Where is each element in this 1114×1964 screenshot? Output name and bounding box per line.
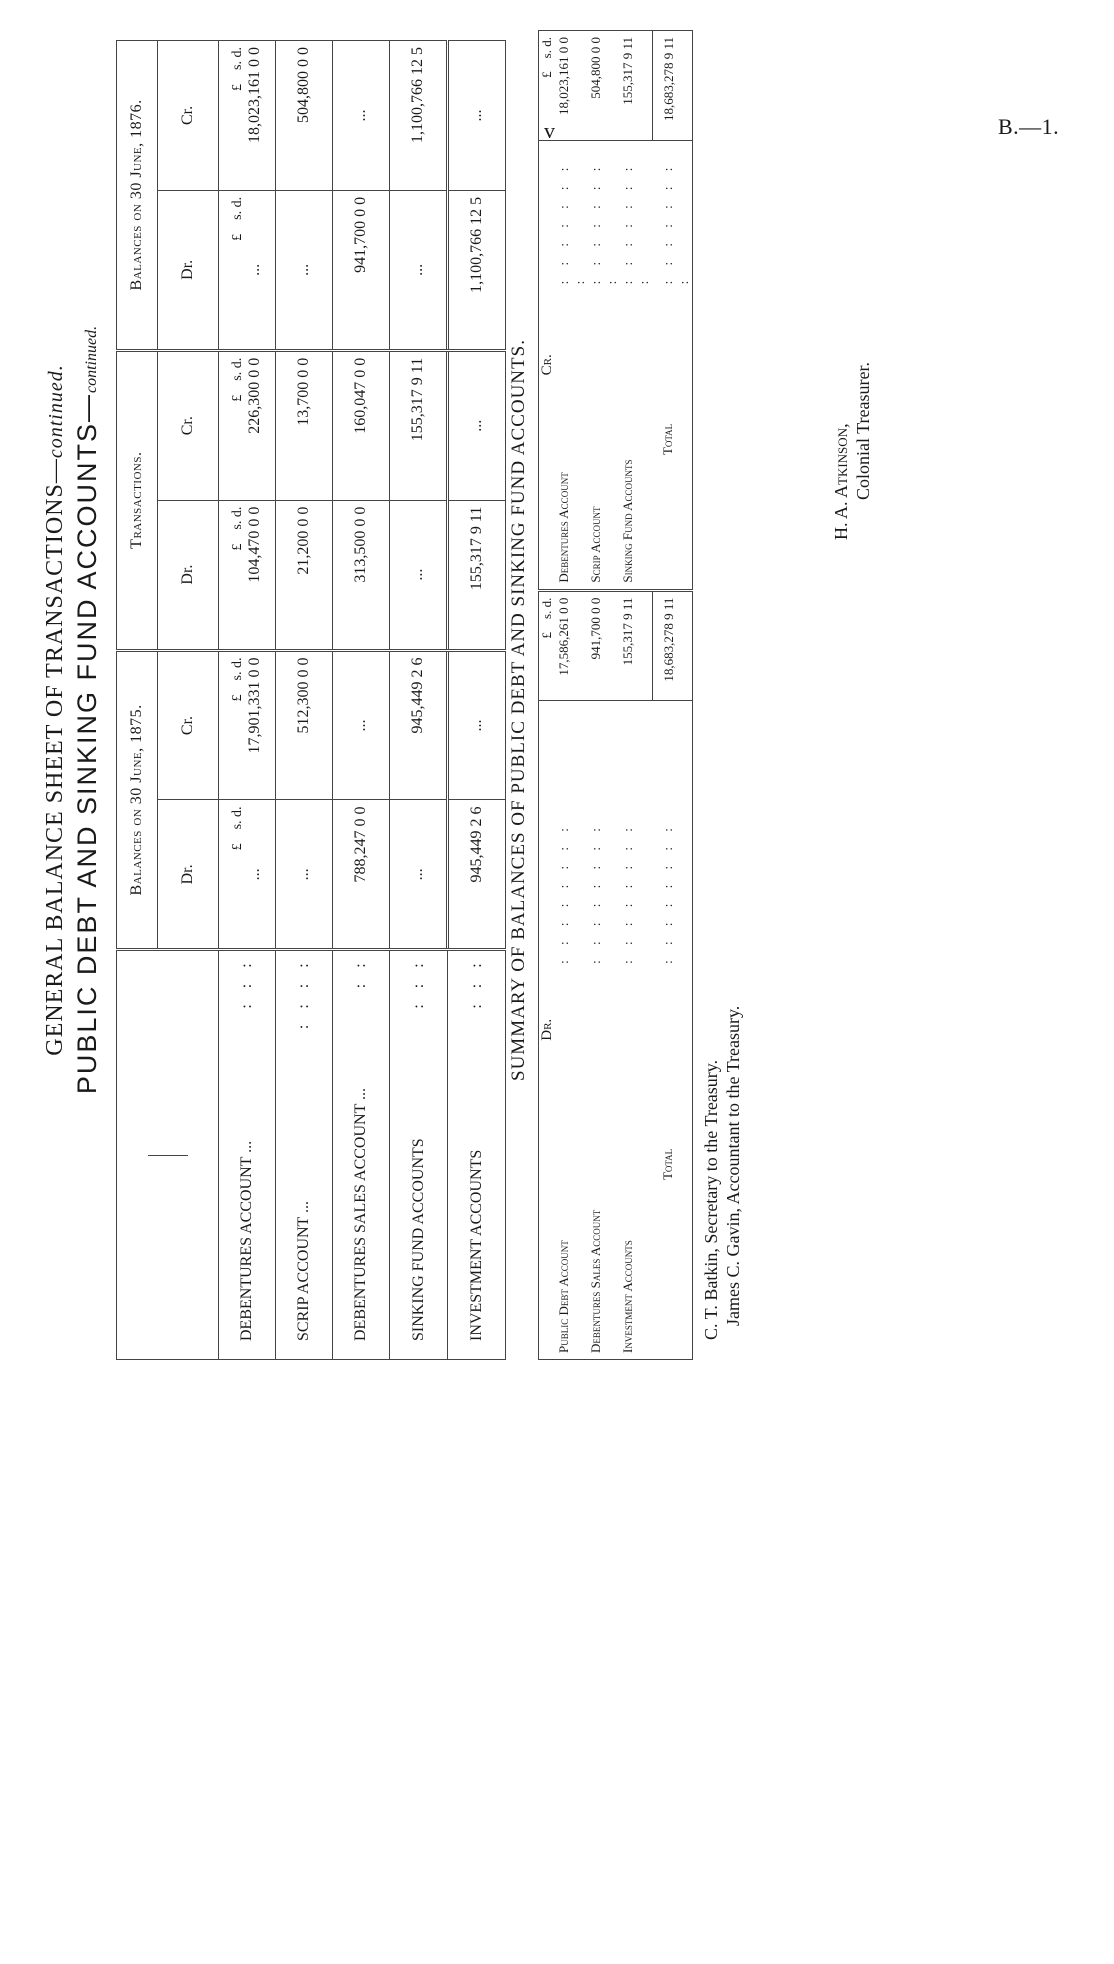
unit-labels	[230, 358, 246, 494]
cell-b75-cr	[219, 650, 276, 800]
balance-sheet-table	[116, 40, 506, 1360]
pound-unit: £	[539, 631, 554, 639]
table-row	[390, 41, 448, 1360]
row-label-text: INVESTMENT ACCOUNTS	[467, 1149, 485, 1341]
row-label	[219, 950, 276, 1360]
pound-unit: £	[539, 71, 554, 78]
dr-header: Dr.	[158, 500, 219, 650]
row-label-text: DEBENTURES ACCOUNT ...	[238, 1140, 255, 1341]
summary-dr-label: Public Debt Account	[556, 1240, 571, 1353]
dot-leader: : : : : : : : :	[660, 822, 675, 964]
heading-line-1-italic: continued.	[45, 364, 67, 459]
sd-unit: s. d.	[230, 657, 245, 681]
row-label	[390, 950, 448, 1360]
cell-b76-cr	[219, 41, 276, 191]
cell-b76-cr: 1,100,766 12 5	[390, 41, 448, 191]
cell-value: ...	[246, 868, 263, 881]
cell-b75-dr: ...	[390, 800, 448, 950]
signature-treasurer-name: H. A. Atkinson,	[831, 423, 851, 540]
sd-unit: s. d.	[230, 506, 245, 530]
summary-table	[538, 30, 693, 1360]
row-label	[276, 950, 333, 1360]
cell-b75-dr: 788,247 0 0	[333, 800, 390, 950]
row-label	[333, 950, 390, 1360]
heading-line-2	[72, 0, 103, 1420]
summary-dr-total: 18,683,278 9 11	[652, 590, 693, 700]
cell-t-cr: 155,317 9 11	[390, 350, 448, 500]
unit-labels	[230, 197, 246, 343]
sd-unit: s. d.	[230, 47, 245, 70]
summary-dr-header: Dr.	[539, 1018, 555, 1041]
dot-leader: : : : : : : : :	[660, 161, 691, 285]
group-balances-1876: Balances on 30 June, 1876.	[117, 41, 158, 351]
summary-cr-total-label: Total	[652, 290, 693, 590]
cell-t-dr: 155,317 9 11	[448, 500, 506, 650]
dot-leader: : : : : : : : :	[588, 161, 619, 285]
header-rule	[148, 1155, 188, 1156]
cell-t-cr: 160,047 0 0	[333, 350, 390, 500]
row-label-text: SCRIP ACCOUNT ...	[295, 1200, 312, 1341]
table-row	[276, 41, 333, 1360]
group-transactions: Transactions.	[117, 350, 158, 650]
summary-dr-unit	[539, 590, 557, 700]
pound-unit: £	[230, 543, 245, 551]
sd-unit: s. d.	[230, 357, 245, 381]
unit-labels	[230, 47, 246, 184]
cr-header: Cr.	[158, 41, 219, 191]
summary-dr-value: 155,317 9 11	[620, 590, 652, 700]
summary-cr-value: 504,800 0 0	[588, 31, 620, 141]
dot-leader: : : : : : : : :	[588, 822, 603, 964]
cell-value: 18,023,161 0 0	[246, 47, 263, 143]
cell-t-cr: ...	[448, 350, 506, 500]
cell-b76-dr: ...	[276, 190, 333, 350]
heading-line-2-italic: continued.	[83, 325, 100, 393]
group-balances-1875: Balances on 30 June, 1875.	[117, 650, 158, 950]
cell-b75-dr: ...	[276, 800, 333, 950]
signature-secretary: C. T. Batkin, Secretary to the Treasury.	[701, 1059, 721, 1340]
treasury-signatures	[700, 1006, 744, 1340]
row-label-header	[117, 950, 219, 1360]
cell-b75-dr: 945,449 2 6	[448, 800, 506, 950]
dot-leader: : : :	[409, 957, 427, 1009]
cell-value: ...	[246, 263, 263, 276]
cell-b75-cr: 945,449 2 6	[390, 650, 448, 800]
sd-unit: s. d.	[539, 597, 554, 619]
cell-b75-dr	[219, 800, 276, 950]
cr-header: Cr.	[158, 350, 219, 500]
cell-value: 104,470 0 0	[246, 506, 263, 583]
summary-row	[588, 31, 620, 1360]
pound-unit: £	[230, 233, 245, 241]
row-label	[448, 950, 506, 1360]
signature-accountant: James C. Gavin, Accountant to the Treasury.	[723, 1005, 743, 1326]
signature-treasurer-title: Colonial Treasurer.	[853, 362, 873, 500]
unit-labels	[230, 806, 246, 942]
group-header-row	[117, 41, 158, 1360]
dot-leader: : : : : : : : :	[620, 161, 651, 285]
dot-leader: : : :	[238, 957, 255, 1009]
heading-line-1-text: GENERAL BALANCE SHEET OF TRANSACTIONS—	[42, 458, 68, 1056]
rotated-balance-sheet	[40, 0, 1040, 1420]
cell-t-dr: 21,200 0 0	[276, 500, 333, 650]
cell-t-cr: 13,700 0 0	[276, 350, 333, 500]
heading-line-1	[42, 0, 69, 1420]
dr-header: Dr.	[158, 800, 219, 950]
cr-header: Cr.	[158, 650, 219, 800]
cell-b76-cr: ...	[333, 41, 390, 191]
sd-unit: s. d.	[230, 196, 245, 220]
document-reference: B.—1.	[998, 114, 1060, 139]
cell-b76-cr: ...	[448, 41, 506, 191]
summary-cr-header: Cr.	[539, 354, 555, 376]
summary-dr-label: Investment Accounts	[620, 1240, 635, 1353]
pound-unit: £	[230, 694, 245, 702]
cell-b75-cr: ...	[333, 650, 390, 800]
summary-dr-label: Debentures Sales Account	[588, 1209, 603, 1353]
cell-t-dr	[219, 500, 276, 650]
table-row	[219, 41, 276, 1360]
cell-value: 17,901,331 0 0	[246, 657, 263, 754]
row-label-text: DEBENTURES SALES ACCOUNT ...	[352, 1087, 369, 1341]
summary-cr-label: Sinking Fund Accounts	[620, 290, 652, 590]
dot-leader: : : :	[467, 957, 485, 1009]
summary-cr-label: Scrip Account	[588, 290, 620, 590]
dr-header: Dr.	[158, 190, 219, 350]
sd-unit: s. d.	[539, 37, 554, 59]
summary-cr-unit	[539, 31, 557, 141]
summary-header-row	[539, 31, 557, 1360]
cell-b76-dr: 1,100,766 12 5	[448, 190, 506, 350]
summary-row	[556, 31, 588, 1360]
cell-b75-cr: 512,300 0 0	[276, 650, 333, 800]
dot-leader: : : : : : : : :	[620, 822, 635, 964]
cell-b76-dr: 941,700 0 0	[333, 190, 390, 350]
pound-unit: £	[230, 394, 245, 402]
dot-leader: : : : : : : : :	[556, 161, 587, 285]
table-row	[333, 41, 390, 1360]
summary-cr-value: 18,023,161 0 0	[556, 31, 588, 141]
page-number: v	[544, 118, 555, 143]
summary-dr-total-label: Total	[660, 1148, 675, 1181]
summary-dr-value: 941,700 0 0	[588, 590, 620, 700]
cell-t-dr: ...	[390, 500, 448, 650]
summary-row	[620, 31, 652, 1360]
dot-leader: : :	[352, 957, 369, 989]
cell-b76-cr: 504,800 0 0	[276, 41, 333, 191]
row-label-text: SINKING FUND ACCOUNTS	[409, 1138, 427, 1341]
summary-cr-label: Debentures Account	[556, 290, 588, 590]
cell-b76-dr	[219, 190, 276, 350]
summary-total-row	[652, 31, 693, 1360]
colonial-treasurer-signature	[830, 362, 874, 540]
heading-line-2-text: PUBLIC DEBT AND SINKING FUND ACCOUNTS—	[72, 393, 102, 1095]
cell-t-cr	[219, 350, 276, 500]
unit-labels	[230, 658, 246, 794]
unit-labels	[230, 507, 246, 643]
summary-title: SUMMARY OF BALANCES OF PUBLIC DEBT AND SINKING FUND ACCOUNTS.	[508, 339, 529, 1081]
summary-cr-value: 155,317 9 11	[620, 31, 652, 141]
pound-unit: £	[230, 83, 245, 91]
pound-unit: £	[230, 843, 245, 851]
dot-leader: : : : : : : : :	[556, 822, 571, 964]
sd-unit: s. d.	[230, 806, 245, 830]
cell-value: 226,300 0 0	[246, 357, 263, 434]
cell-b75-cr: ...	[448, 650, 506, 800]
summary-dr-value: 17,586,261 0 0	[556, 590, 588, 700]
dot-leader: : : : :	[295, 957, 312, 1030]
table-row	[448, 41, 506, 1360]
cell-t-dr: 313,500 0 0	[333, 500, 390, 650]
summary-cr-total: 18,683,278 9 11	[652, 31, 693, 141]
cell-b76-dr: ...	[390, 190, 448, 350]
